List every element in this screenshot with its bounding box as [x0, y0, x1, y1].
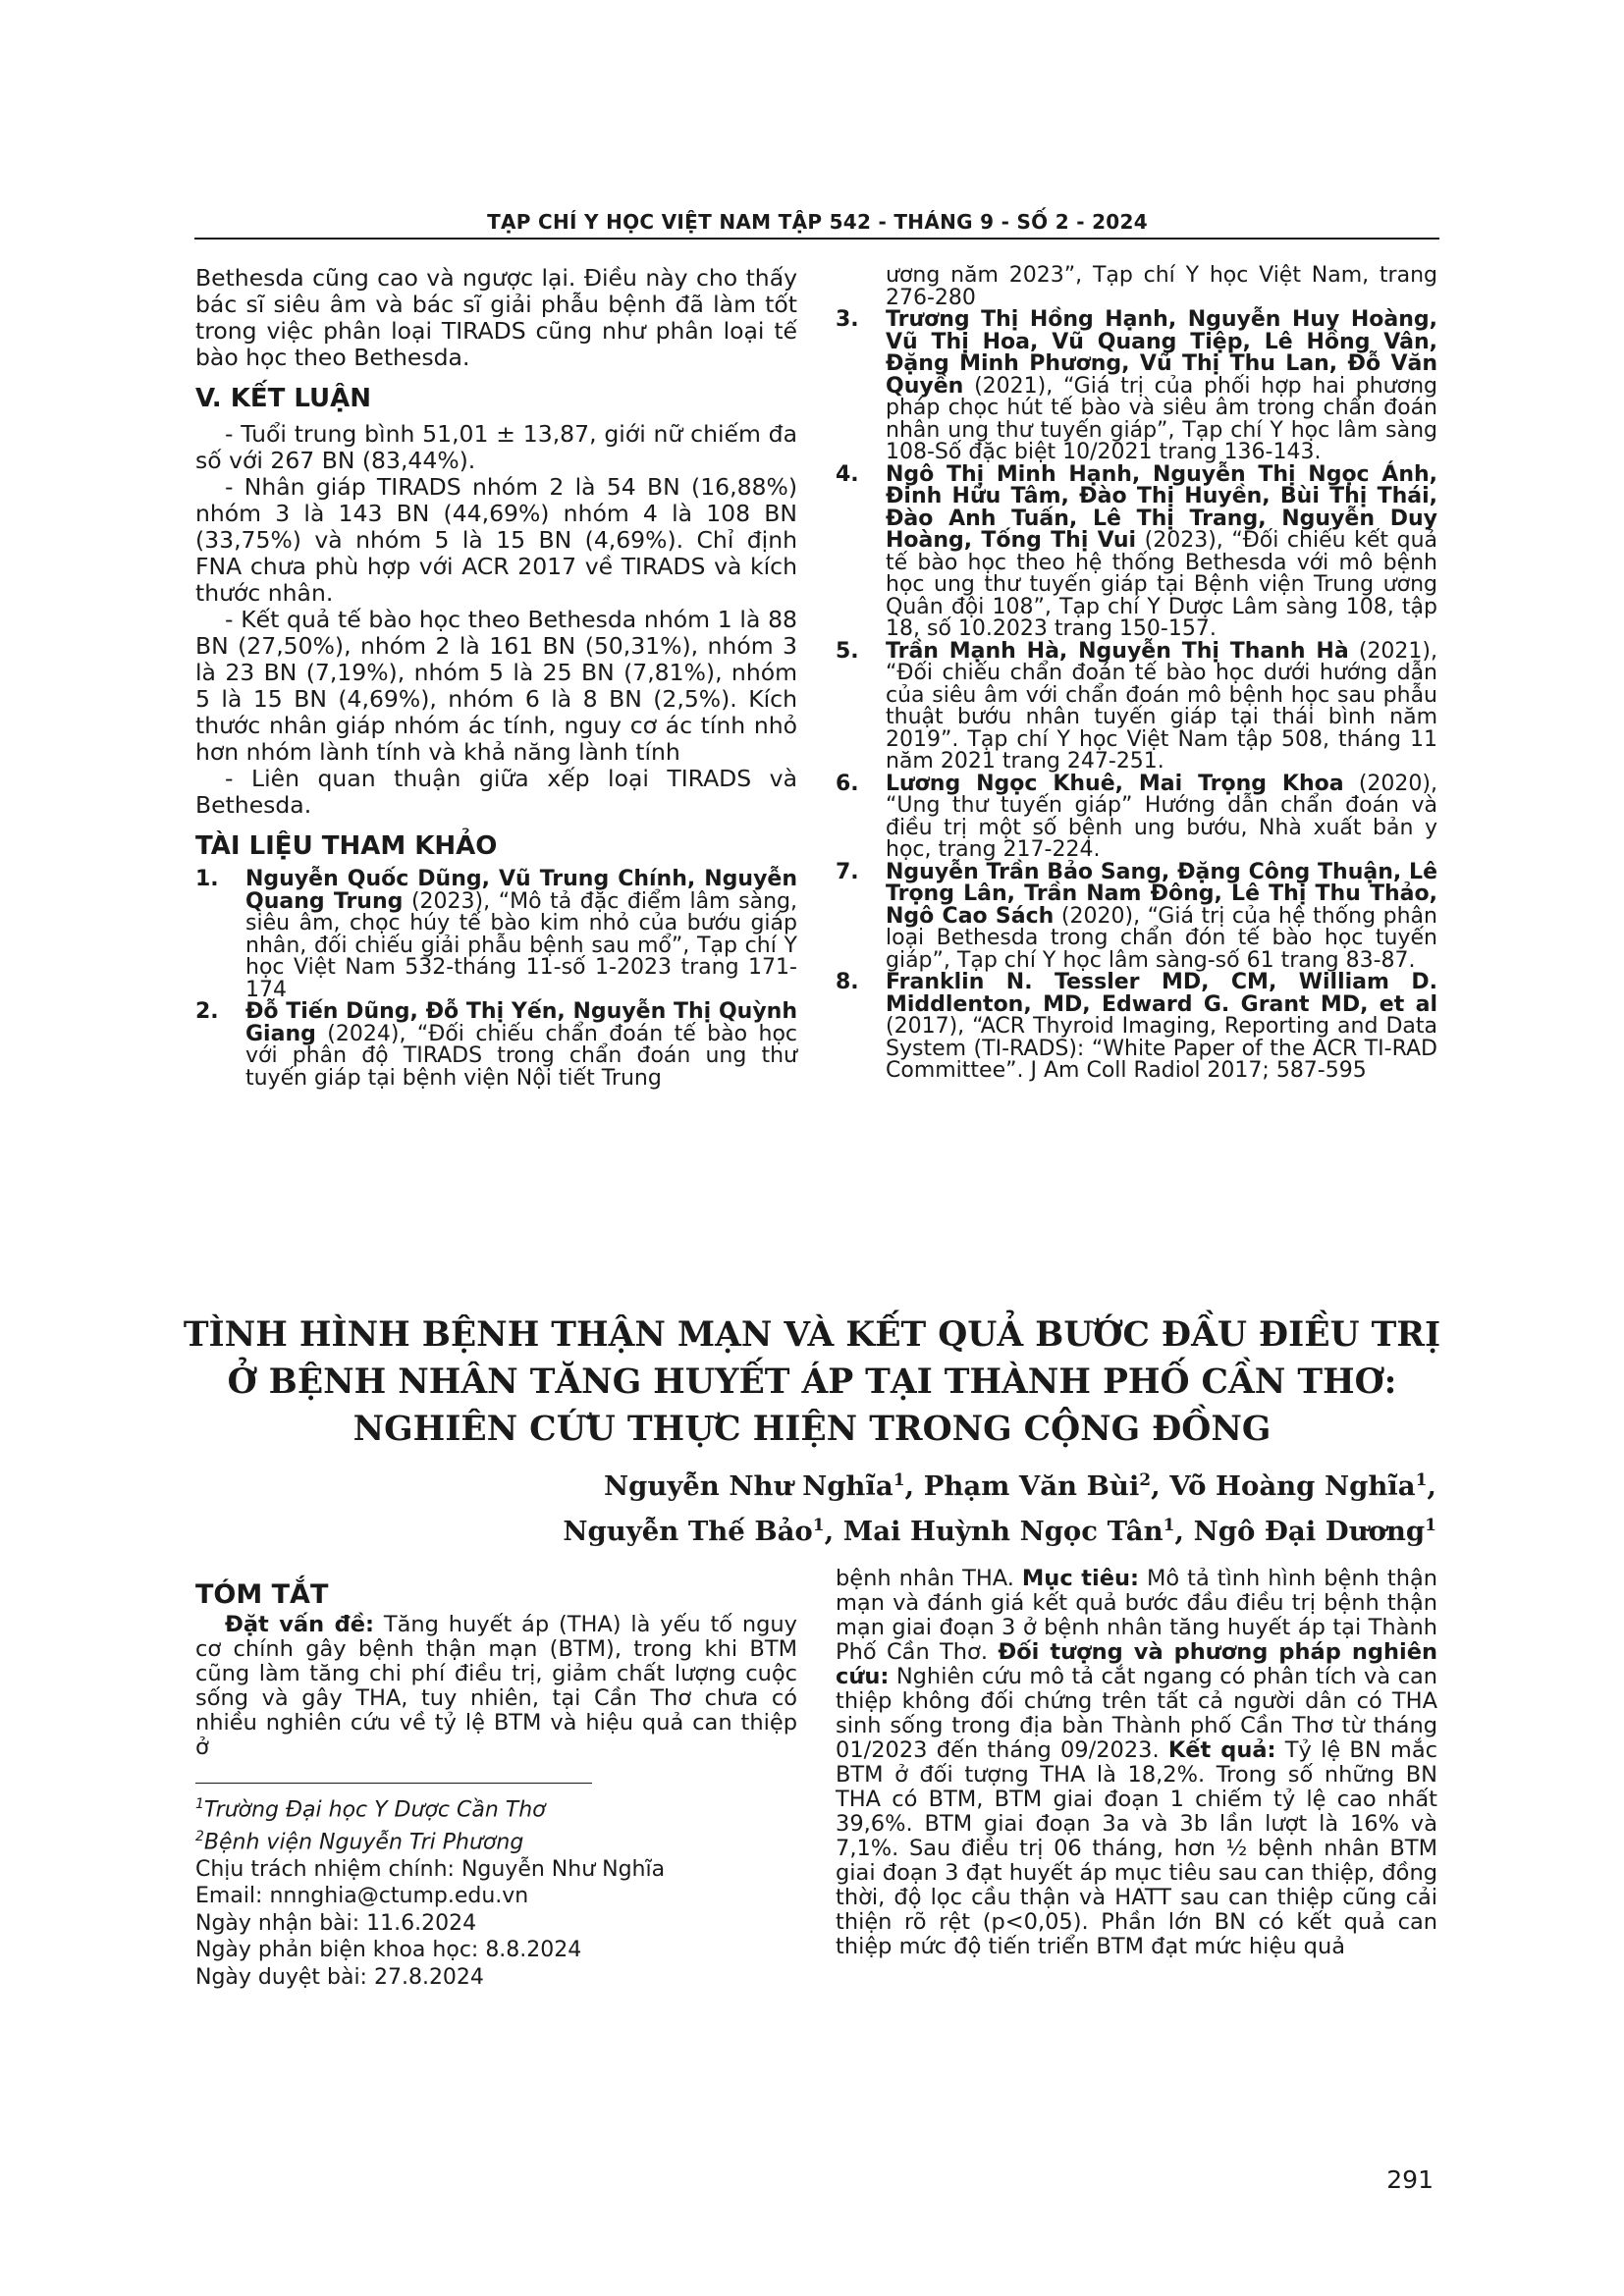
reference-text: (2023), “Mô tả đặc điểm lâm sàng, siêu âm, chọc húy tế bào kim nhỏ của bướu giáp nhân, đối chiếu giải phẫu bệnh sau mổ”, Tạp chí Y học Việt Nam 532-tháng 11-số 1-2023 trang 171-174: [245, 888, 798, 1002]
corresponding-author: Chịu trách nhiệm chính: Nguyễn Như Nghĩa: [195, 1856, 666, 1882]
author-name: Võ Hoàng Nghĩa: [1169, 1470, 1416, 1503]
author-line: Nguyễn Thế Bảo$^1$, Mai Huỳnh Ngọc Tân$^1$, Ngô Đại Dương$^1$: [563, 1516, 1436, 1548]
reference-number: 7.: [836, 859, 859, 884]
reference-authors: Franklin N. Tessler MD, CM, William D. Middlenton, MD, Edward G. Grant MD, et al: [886, 970, 1437, 1017]
affiliation-2: $^2$Bệnh viện Nguyễn Tri Phương: [195, 1828, 524, 1855]
header-rule: [194, 238, 1439, 240]
abstract-label: Đối tượng và phương pháp nghiên cứu:: [836, 1639, 1438, 1689]
reference-item: [195, 1001, 797, 1090]
affiliation-1: $^1$Trường Đại học Y Dược Cần Thơ: [195, 1796, 546, 1823]
reference-text: (2020), “Ung thư tuyến giáp” Hướng dẫn chẩn đoán và điều trị một số bệnh ung bướu, Nhà xuất bản y học, trang 217-224.: [886, 771, 1437, 862]
article-title: [147, 1311, 1477, 1453]
author-affiliation: 1: [1425, 1516, 1436, 1536]
reference-number: 8.: [836, 970, 859, 994]
date-accepted: Ngày duyệt bài: 27.8.2024: [195, 1964, 484, 1990]
reference-number: 5.: [836, 638, 859, 664]
reference-authors: Nguyễn Trần Bảo Sang, Đặng Công Thuận, Lê Trọng Lân, Trần Nam Đông, Lê Thị Thu Thảo, Ngô Cao Sách: [886, 859, 1437, 929]
reference-number: 3.: [836, 307, 859, 332]
reference-text: (2023), “Đối chiếu kết quả tế bào học theo hệ thống Bethesda với mô bệnh học ung thư tuyến giáp tại Bệnh viện Trung ương Quân đội 108”, Tạp chí Y Dược Lâm sàng 108, tập 18, số 10.2023 trang 150-157.: [886, 528, 1437, 641]
abstract-left: [195, 1579, 797, 1760]
conclusion-item: - Tuổi trung bình 51,01 ± 13,87, giới nữ chiếm đa số với 267 BN (83,44%).: [195, 420, 797, 474]
conclusion-item: - Nhân giáp TIRADS nhóm 2 là 54 BN (16,88%) nhóm 3 là 143 BN (44,69%) nhóm 4 là 108 BN (33,75%) và nhóm 5 là 15 BN (4,69%). Chỉ định FNA chưa phù hợp với ACR 2017 về TIRADS và kích thước nhân.: [195, 473, 797, 607]
article-title-line: Ở BỆNH NHÂN TĂNG HUYẾT ÁP TẠI THÀNH PHỐ CẦN THƠ:: [227, 1362, 1397, 1402]
references-heading: TÀI LIỆU THAM KHẢO: [195, 831, 498, 861]
reference-text: ương năm 2023”, Tạp chí Y học Việt Nam, trang 276-280: [886, 263, 1437, 310]
author-name: Mai Huỳnh Ngọc Tân: [842, 1516, 1164, 1548]
abstract-heading: TÓM TẮT: [195, 1579, 329, 1610]
abstract-label: Đặt vấn đề:: [225, 1612, 375, 1637]
email: Email: nnnghia@ctump.edu.vn: [195, 1884, 529, 1909]
author-name: Phạm Văn Bùi: [923, 1470, 1140, 1503]
conclusion-item: - Kết quả tế bào học theo Bethesda nhóm 1 là 88 BN (27,50%), nhóm 2 là 161 BN (50,31%), nhóm 3 là 23 BN (7,19%), nhóm 5 là 25 BN (7,81%), nhóm 5 là 15 BN (4,69%), nhóm 6 là 8 BN (2,5%). Kích thước nhân giáp nhóm ác tính, nguy cơ ác tính nhỏ hơn nhóm lành tính và khả năng lành tính: [195, 606, 797, 766]
abstract-label: Kết quả:: [1167, 1737, 1276, 1763]
reference-number: 2.: [195, 999, 219, 1024]
reference-authors: Trần Mạnh Hà, Nguyễn Thị Thanh Hà: [886, 638, 1349, 664]
reference-text: (2021), “Giá trị của phối hợp hai phương pháp chọc hút tế bào và siêu âm trong chẩn đoán nhân ung thư tuyến giáp”, Tạp chí Y học lâm sàng 108-Số đặc biệt 10/2021 trang 136-143.: [886, 373, 1437, 464]
conclusion-item: - Liên quan thuận giữa xếp loại TIRADS và Bethesda.: [195, 765, 797, 819]
author-name: Nguyễn Như Nghĩa: [603, 1470, 893, 1503]
journal-header: TẠP CHÍ Y HỌC VIỆT NAM TẬP 542 - THÁNG 9 - SỐ 2 - 2024: [487, 210, 1148, 234]
footnotes: [195, 1791, 797, 1991]
reference-item: [836, 972, 1437, 1083]
author-name: Nguyễn Thế Bảo: [563, 1516, 813, 1548]
left-column: [195, 265, 797, 1090]
abstract-label: Mục tiêu:: [1021, 1566, 1140, 1591]
reference-item: [836, 859, 1437, 973]
date-reviewed: Ngày phản biện khoa học: 8.8.2024: [195, 1938, 582, 1963]
reference-number: 6.: [836, 771, 859, 796]
reference-text: (2020), “Giá trị của hệ thống phân loại Bethesda trong chẩn đón tế bào học tuyến giáp”, Tạp chí Y học lâm sàng-số 61 trang 83-87.: [886, 903, 1437, 973]
conclusion-heading: V. KẾT LUẬN: [195, 384, 372, 413]
reference-text: (2017), “ACR Thyroid Imaging, Reporting and Data System (TI-RADS): “White Paper of the ACR TI-RAD Committee”. J Am Coll Radiol 2017; 587-595: [886, 1014, 1437, 1083]
author-affiliation: 1: [812, 1516, 825, 1536]
article-title-line: NGHIÊN CỨU THỰC HIỆN TRONG CỘNG ĐỒNG: [352, 1410, 1272, 1449]
reference-item: [195, 869, 797, 1001]
reference-authors: Lương Ngọc Khuê, Mai Trọng Khoa: [886, 771, 1344, 796]
reference-authors: Trương Thị Hồng Hạnh, Nguyễn Huy Hoàng, Vũ Thị Hoa, Vũ Quang Tiệp, Lê Hồng Vân, Đặng Minh Phương, Vũ Thị Thu Lan, Đỗ Văn Quyền: [886, 307, 1437, 399]
reference-item: [836, 461, 1437, 641]
reference-authors: Nguyễn Quốc Dũng, Vũ Trung Chính, Nguyễn Quang Trung: [245, 867, 797, 914]
abstract-body: bệnh nhân THA. Mục tiêu: Mô tả tình hình bệnh thận mạn và đánh giá kết quả bước đầu điều trị bệnh thận mạn giai đoạn 3 ở bệnh nhân tăng huyết áp tại Thành Phố Cần Thơ. Đối tượng và phương pháp nghiên cứu: Nghiên cứu mô tả cắt ngang có phân tích và can thiệp không đối chứng trên tất cả người dân có THA sinh sống trong địa bàn Thành phố Cần Thơ từ tháng 01/2023 đến tháng 09/2023. Kết quả: Tỷ lệ BN mắc BTM ở đối tượng THA là 18,2%. Trong số những BN THA có BTM, BTM giai đoạn 1 chiếm tỷ lệ cao nhất 39,6%. BTM giai đoạn 3a và 3b lần lượt là 16% và 7,1%. Sau điều trị 06 tháng, hơn ½ bệnh nhân BTM giai đoạn 3 đạt huyết áp mục tiêu sau can thiệp, đồng thời, độ lọc cầu thận và HATT sau can thiệp cũng cải thiện rõ rệt (p<0,05). Phần lớn BN có kết quả can thiệp mức độ tiến triển BTM đạt mức hiệu quả: [836, 1566, 1438, 1959]
reference-number: 4.: [836, 461, 859, 487]
author-affiliation: 1: [1163, 1516, 1175, 1536]
right-column: [836, 265, 1437, 1083]
reference-item: [836, 771, 1437, 862]
reference-item: [836, 309, 1437, 464]
reference-authors: Đỗ Tiến Dũng, Đỗ Thị Yến, Nguyễn Thị Quỳnh Giang: [245, 999, 797, 1046]
discussion-end-paragraph: Bethesda cũng cao và ngược lại. Điều này cho thấy bác sĩ siêu âm và bác sĩ giải phẫu bệnh đã làm tốt trong việc phân loại TIRADS cũng như phân loại tế bào học theo Bethesda.: [195, 264, 797, 371]
reference-number: 1.: [195, 867, 219, 891]
reference-authors: Ngô Thị Minh Hạnh, Nguyễn Thị Ngọc Ánh, Đinh Hữu Tâm, Đào Thị Huyền, Bùi Thị Thái, Đào Anh Tuấn, Lê Thị Trang, Nguyễn Duy Hoàng, Tống Thị Vui: [886, 461, 1437, 553]
date-received: Ngày nhận bài: 11.6.2024: [195, 1910, 477, 1936]
author-affiliation: 1: [893, 1470, 905, 1490]
footnote-rule: [195, 1783, 592, 1784]
abstract-right: [836, 1567, 1437, 1959]
reference-text: (2024), “Đối chiếu chẩn đoán tế bào học với phân độ TIRADS trong chẩn đoán ung thư tuyến giáp tại bệnh viện Nội tiết Trung: [245, 1021, 797, 1091]
reference-item: [836, 638, 1438, 774]
author-affiliation: 1: [1415, 1470, 1428, 1490]
author-line: Nguyễn Như Nghĩa$^1$, Phạm Văn Bùi$^2$, Võ Hoàng Nghĩa$^1$,: [603, 1470, 1436, 1503]
abstract-background: Đặt vấn đề: Tăng huyết áp (THA) là yếu tố nguy cơ chính gây bệnh thận mạn (BTM), trong khi BTM cũng làm tăng chi phí điều trị, giảm chất lượng cuộc sống và gây THA, tuy nhiên, tại Cần Thơ chưa có nhiều nghiên cứu về tỷ lệ BTM và hiệu quả can thiệp ở: [195, 1612, 797, 1760]
page-number: 291: [1386, 2165, 1434, 2194]
author-name: Ngô Đại Dương: [1193, 1516, 1426, 1548]
author-list: [563, 1461, 1436, 1551]
article-title-line: TÌNH HÌNH BỆNH THẬN MẠN VÀ KẾT QUẢ BƯỚC ĐẦU ĐIỀU TRỊ: [183, 1315, 1441, 1355]
author-affiliation: 2: [1139, 1470, 1152, 1490]
reference-continuation: [836, 265, 1437, 309]
reference-text: (2021), “Đối chiếu chẩn đoán tế bào học dưới hướng dẫn của siêu âm với chẩn đoán mô bệnh học sau phẫu thuật bướu nhân tuyến giáp tại thái bình năm 2019”. Tạp chí Y học Việt Nam tập 508, tháng 11 năm 2021 trang 247-251.: [886, 638, 1438, 774]
